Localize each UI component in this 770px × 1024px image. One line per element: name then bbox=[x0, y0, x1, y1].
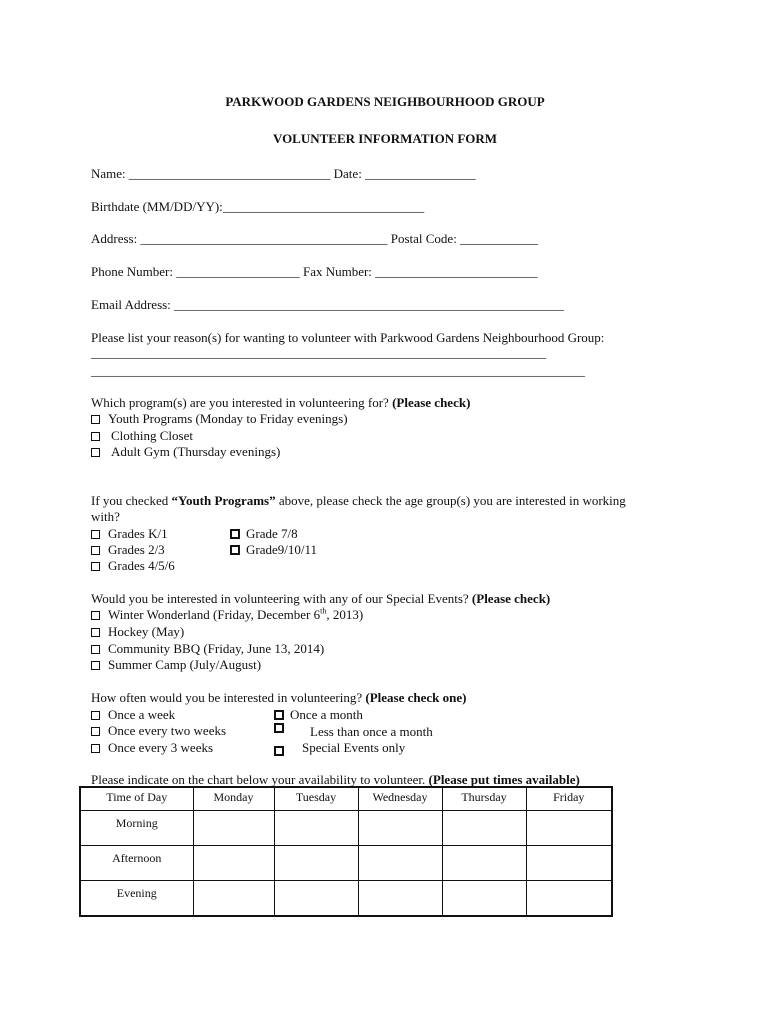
freq-option-less-month[interactable] bbox=[274, 723, 433, 740]
checkbox[interactable] bbox=[91, 711, 100, 720]
event-option-hockey[interactable] bbox=[91, 624, 184, 640]
program-option-youth[interactable] bbox=[91, 411, 348, 427]
availability-cell[interactable] bbox=[358, 811, 442, 846]
option-label: Once every two weeks bbox=[108, 723, 227, 738]
reason-line-2[interactable]: ____________________________________________________________________________ bbox=[91, 363, 585, 378]
checkbox[interactable] bbox=[91, 432, 100, 441]
column-header: Thursday bbox=[442, 787, 526, 811]
events-question bbox=[91, 591, 550, 607]
age-option-7-8[interactable] bbox=[230, 526, 298, 542]
checkbox[interactable] bbox=[91, 448, 100, 457]
frequency-question bbox=[91, 690, 466, 706]
name-date-field[interactable]: Name: _______________________________ Date: _________________ bbox=[91, 166, 476, 181]
column-header: Time of Day bbox=[80, 787, 193, 811]
row-label: Evening bbox=[80, 881, 193, 917]
programs-instruction: (Please check) bbox=[392, 395, 471, 410]
youth-question bbox=[91, 493, 626, 509]
row-label: Afternoon bbox=[80, 846, 193, 881]
event-option-bbq[interactable] bbox=[91, 641, 324, 657]
youth-question-post: above, please check the age group(s) you are interested in working bbox=[275, 493, 626, 508]
option-label: Less than once a month bbox=[310, 724, 433, 739]
phone-fax-field[interactable]: Phone Number: ___________________ Fax Number: _________________________ bbox=[91, 264, 538, 279]
age-option-9-10-11[interactable] bbox=[230, 542, 317, 558]
availability-instruction: (Please put times available) bbox=[428, 772, 580, 787]
program-option-gym[interactable] bbox=[91, 444, 280, 460]
availability-cell[interactable] bbox=[274, 881, 358, 917]
checkbox[interactable] bbox=[91, 611, 100, 620]
event-option-winter[interactable] bbox=[91, 607, 363, 623]
event-option-camp[interactable] bbox=[91, 657, 261, 673]
reason-prompt: Please list your reason(s) for wanting to volunteer with Parkwood Gardens Neighbourhood Group: bbox=[91, 330, 605, 345]
checkbox[interactable] bbox=[274, 746, 284, 756]
frequency-question-text: How often would you be interested in volunteering? bbox=[91, 690, 363, 705]
freq-option-two-weeks[interactable] bbox=[91, 723, 226, 739]
option-label: Clothing Closet bbox=[111, 428, 193, 443]
events-instruction: (Please check) bbox=[471, 591, 551, 606]
freq-option-month[interactable] bbox=[274, 707, 363, 723]
option-label: Summer Camp (July/August) bbox=[108, 657, 262, 672]
address-field[interactable]: Address: ______________________________________ Postal Code: ____________ bbox=[91, 231, 539, 246]
availability-cell[interactable] bbox=[442, 881, 526, 917]
age-option-4-5-6[interactable] bbox=[91, 558, 175, 574]
checkbox[interactable] bbox=[91, 661, 100, 670]
option-label: Grade 7/8 bbox=[246, 526, 298, 541]
column-header: Monday bbox=[193, 787, 274, 811]
checkbox[interactable] bbox=[91, 415, 100, 424]
freq-option-three-weeks[interactable] bbox=[91, 740, 213, 756]
availability-cell[interactable] bbox=[526, 811, 612, 846]
checkbox[interactable] bbox=[91, 562, 100, 571]
availability-cell[interactable] bbox=[442, 846, 526, 881]
checkbox[interactable] bbox=[230, 529, 240, 539]
availability-cell[interactable] bbox=[442, 811, 526, 846]
option-label: Community BBQ (Friday, June 13, 2014) bbox=[108, 641, 325, 656]
birthdate-field[interactable]: Birthdate (MM/DD/YY):_______________________________ bbox=[91, 199, 425, 214]
option-label-sup: th bbox=[320, 606, 327, 616]
program-option-clothing[interactable] bbox=[91, 428, 193, 444]
option-label: Winter Wonderland (Friday, December 6 bbox=[108, 607, 321, 622]
option-label: Youth Programs (Monday to Friday evenings) bbox=[108, 411, 348, 426]
youth-question-line-2: with? bbox=[91, 509, 120, 524]
age-option-2-3[interactable] bbox=[91, 542, 165, 558]
checkbox[interactable] bbox=[91, 628, 100, 637]
table-header-row bbox=[80, 787, 612, 811]
form-title: VOLUNTEER INFORMATION FORM bbox=[272, 131, 498, 146]
availability-cell[interactable] bbox=[274, 811, 358, 846]
option-label: Grades 2/3 bbox=[108, 542, 165, 557]
age-option-k1[interactable] bbox=[91, 526, 168, 542]
availability-cell[interactable] bbox=[193, 811, 274, 846]
reason-line-1[interactable]: ______________________________________________________________________ bbox=[91, 345, 546, 360]
availability-cell[interactable] bbox=[358, 846, 442, 881]
frequency-instruction: (Please check one) bbox=[365, 690, 467, 705]
column-header: Tuesday bbox=[274, 787, 358, 811]
option-label: Once a month bbox=[290, 707, 363, 722]
option-label: Adult Gym (Thursday evenings) bbox=[111, 444, 281, 459]
column-header: Wednesday bbox=[358, 787, 442, 811]
youth-question-bold: “Youth Programs” bbox=[171, 493, 276, 508]
freq-option-special[interactable] bbox=[274, 740, 405, 756]
checkbox[interactable] bbox=[274, 723, 284, 733]
table-row bbox=[80, 846, 612, 881]
availability-table bbox=[79, 786, 613, 917]
org-title: PARKWOOD GARDENS NEIGHBOURHOOD GROUP bbox=[225, 94, 545, 109]
option-label: Grades K/1 bbox=[108, 526, 168, 541]
checkbox[interactable] bbox=[91, 546, 100, 555]
availability-cell[interactable] bbox=[274, 846, 358, 881]
table-row bbox=[80, 811, 612, 846]
column-header: Friday bbox=[526, 787, 612, 811]
programs-question-text: Which program(s) are you interested in volunteering for? bbox=[91, 395, 389, 410]
checkbox[interactable] bbox=[91, 530, 100, 539]
availability-prompt-text: Please indicate on the chart below your availability to volunteer. bbox=[91, 772, 426, 787]
youth-question-pre: If you checked bbox=[91, 493, 172, 508]
events-question-text: Would you be interested in volunteering with any of our Special Events? bbox=[91, 591, 469, 606]
table-row bbox=[80, 881, 612, 917]
checkbox[interactable] bbox=[274, 710, 284, 720]
option-label: Once a week bbox=[108, 707, 176, 722]
option-label-post: , 2013) bbox=[326, 607, 364, 622]
availability-cell[interactable] bbox=[526, 846, 612, 881]
availability-cell[interactable] bbox=[193, 881, 274, 917]
checkbox[interactable] bbox=[91, 727, 100, 736]
availability-cell[interactable] bbox=[526, 881, 612, 917]
checkbox[interactable] bbox=[230, 545, 240, 555]
option-label: Special Events only bbox=[302, 740, 406, 755]
row-label: Morning bbox=[80, 811, 193, 846]
programs-question bbox=[91, 395, 470, 411]
option-label: Hockey (May) bbox=[108, 624, 185, 639]
availability-cell[interactable] bbox=[193, 846, 274, 881]
option-label: Grades 4/5/6 bbox=[108, 558, 175, 573]
availability-cell[interactable] bbox=[358, 881, 442, 917]
checkbox[interactable] bbox=[91, 645, 100, 654]
option-label: Grade9/10/11 bbox=[246, 542, 317, 557]
email-field[interactable]: Email Address: ____________________________________________________________ bbox=[91, 297, 565, 312]
option-label: Once every 3 weeks bbox=[108, 740, 214, 755]
freq-option-week[interactable] bbox=[91, 707, 175, 723]
checkbox[interactable] bbox=[91, 744, 100, 753]
